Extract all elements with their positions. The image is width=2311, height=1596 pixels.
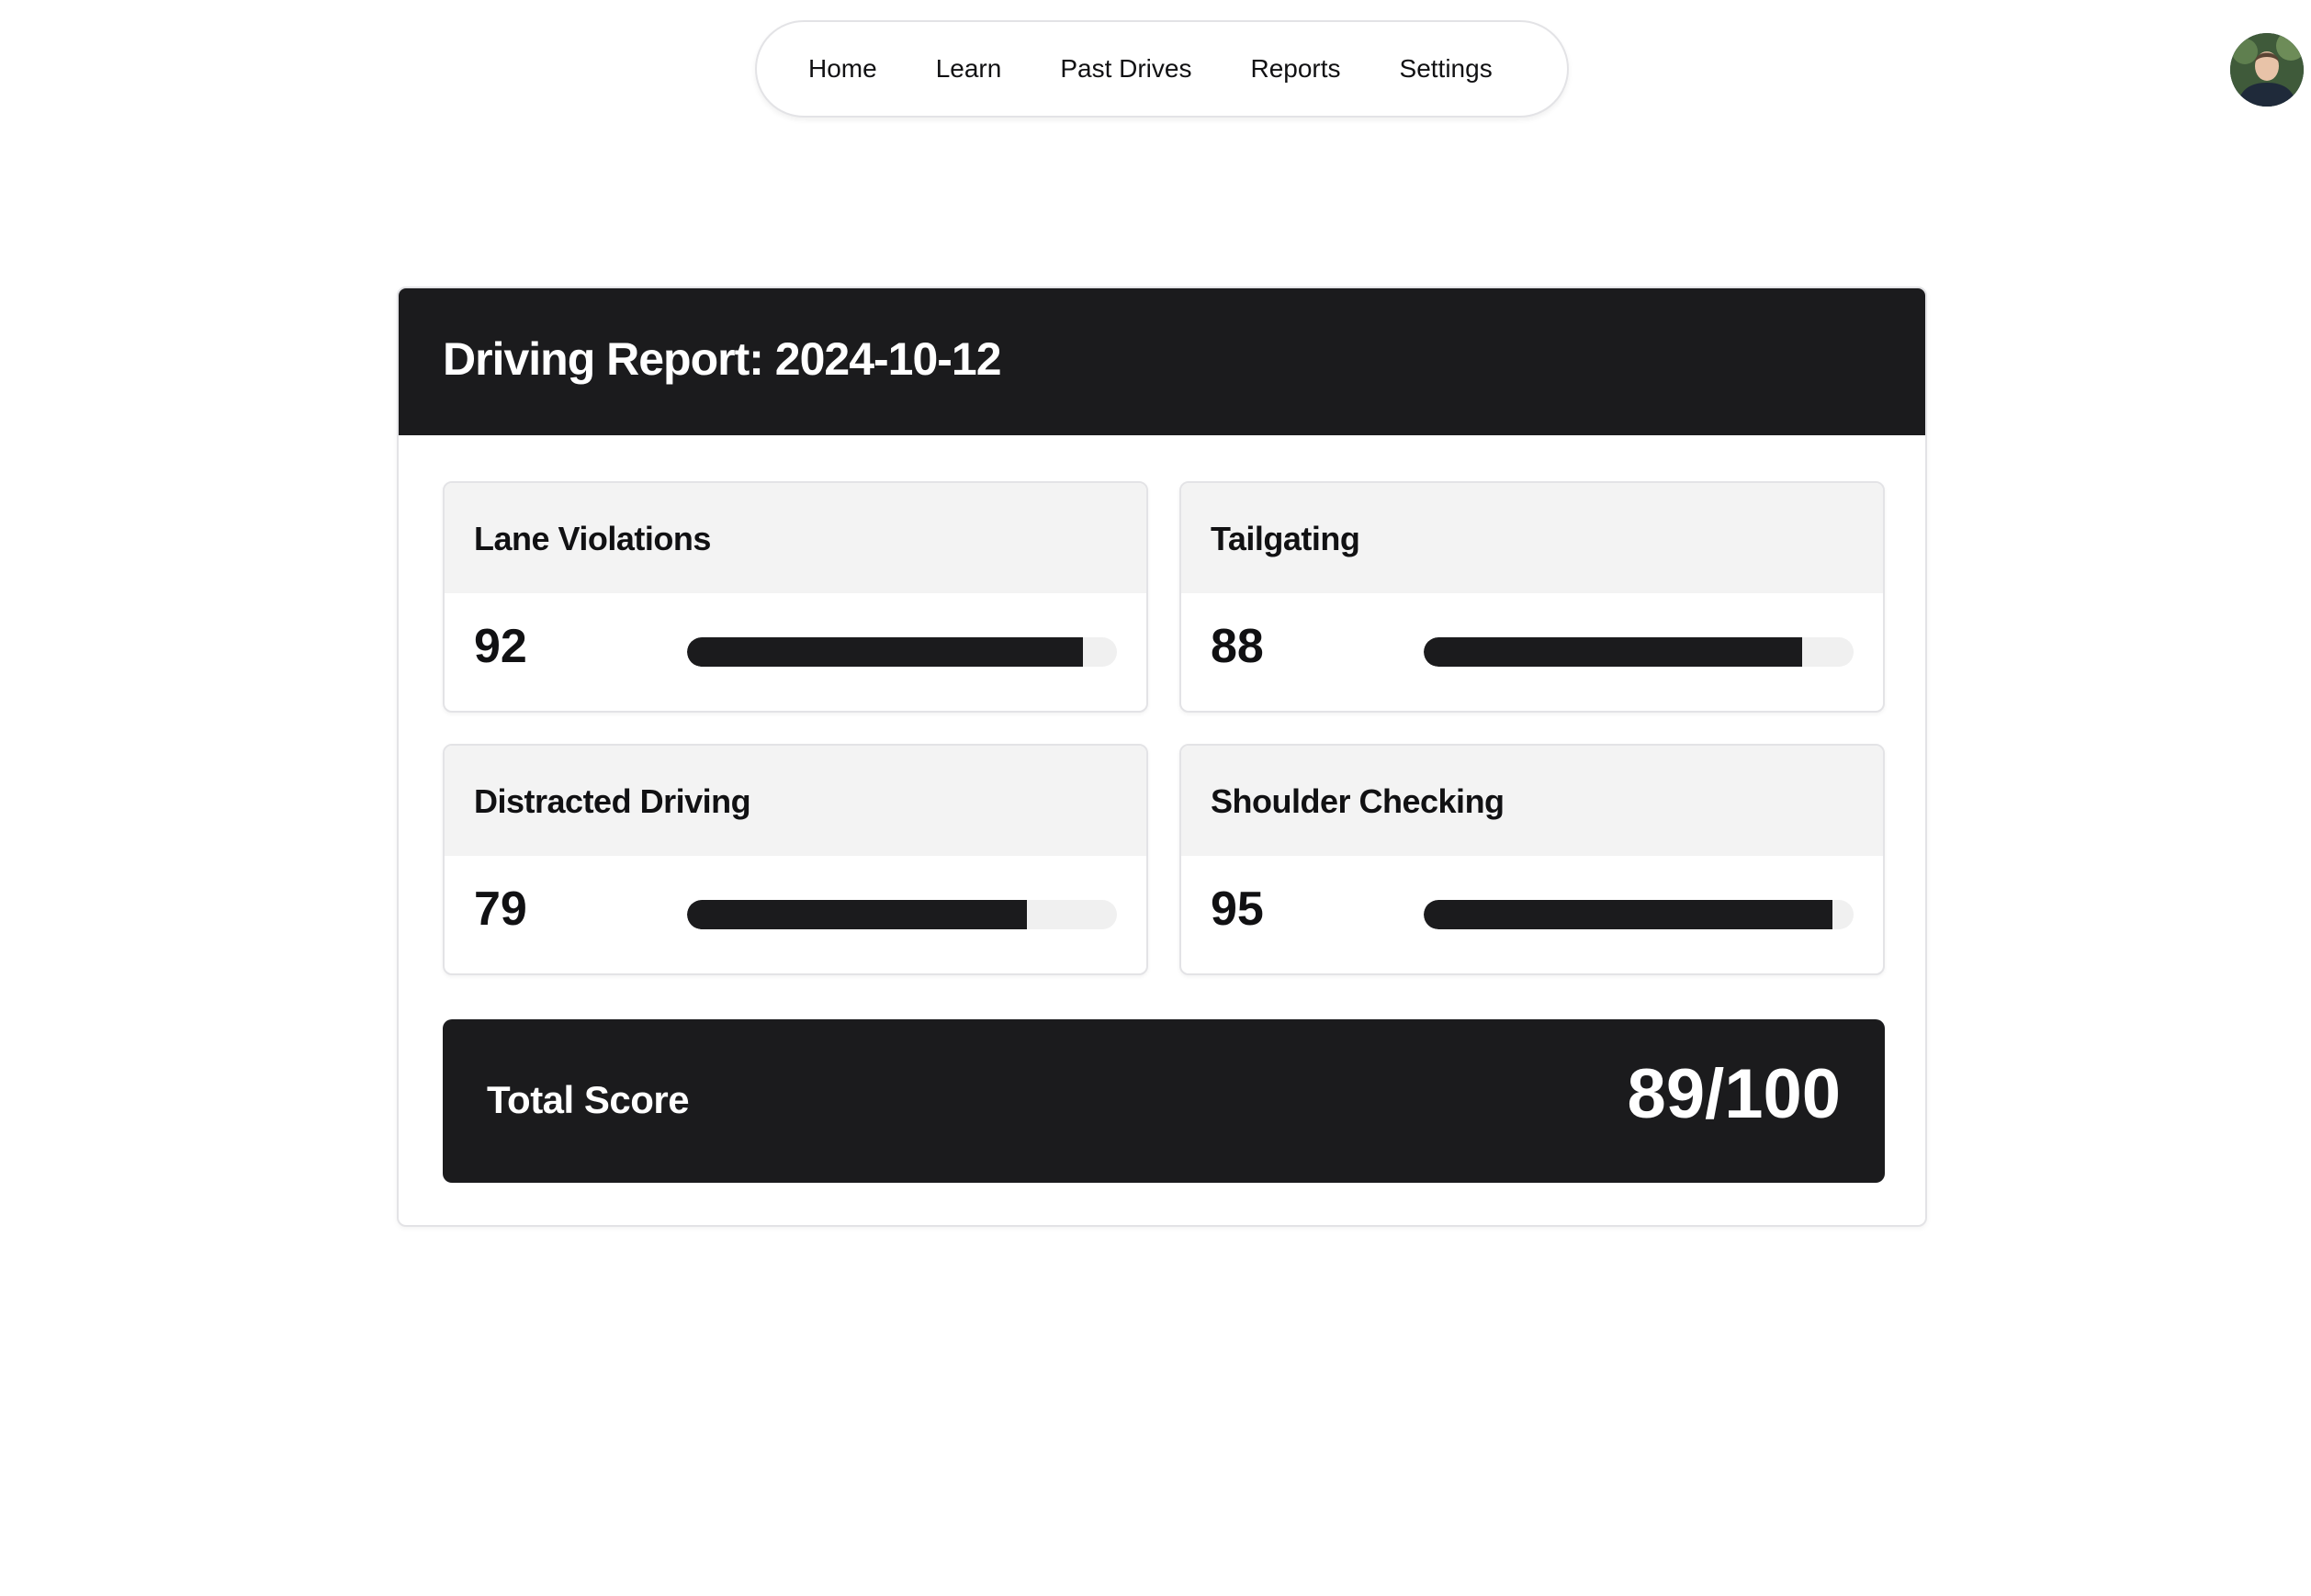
- progress-bar-fill: [1424, 900, 1832, 929]
- progress-bar-fill: [1424, 637, 1802, 667]
- metric-card-header: [1181, 483, 1883, 593]
- avatar[interactable]: [2230, 33, 2304, 107]
- driving-report-card: [397, 287, 1927, 1227]
- report-header: [399, 288, 1925, 435]
- metric-name: Distracted Driving: [474, 782, 751, 820]
- metric-score: 79: [474, 882, 527, 936]
- progress-bar: [1424, 637, 1854, 667]
- metric-score: 88: [1211, 620, 1264, 673]
- total-score-value: 89/100: [1627, 1055, 1841, 1133]
- nav-item-past-drives[interactable]: Past Drives: [1060, 54, 1192, 83]
- metric-score: 92: [474, 620, 527, 673]
- metric-name: Shoulder Checking: [1211, 782, 1505, 820]
- metric-score: 95: [1211, 882, 1264, 936]
- metric-name: Lane Violations: [474, 520, 711, 557]
- progress-bar: [1424, 900, 1854, 929]
- progress-bar: [687, 900, 1117, 929]
- metric-card-header: [445, 746, 1146, 856]
- progress-bar-fill: [687, 900, 1027, 929]
- progress-bar: [687, 637, 1117, 667]
- progress-bar-fill: [687, 637, 1083, 667]
- metric-card-tailgating: [1179, 481, 1885, 713]
- nav-item-learn[interactable]: Learn: [935, 54, 1002, 83]
- nav-item-settings[interactable]: Settings: [1399, 54, 1493, 83]
- nav-item-reports[interactable]: Reports: [1250, 54, 1341, 83]
- metric-name: Tailgating: [1211, 520, 1360, 557]
- metric-card-header: [1181, 746, 1883, 856]
- metric-card-shoulder-checking: [1179, 744, 1885, 975]
- metric-card-lane-violations: [443, 481, 1148, 713]
- total-score-label: Total Score: [487, 1078, 690, 1121]
- user-avatar-icon: [2230, 33, 2304, 107]
- metric-card-distracted-driving: [443, 744, 1148, 975]
- report-title: Driving Report: 2024-10-12: [443, 333, 1001, 385]
- total-score-panel: [443, 1019, 1885, 1183]
- top-nav: [755, 20, 1569, 118]
- metric-card-header: [445, 483, 1146, 593]
- nav-item-home[interactable]: Home: [808, 54, 877, 83]
